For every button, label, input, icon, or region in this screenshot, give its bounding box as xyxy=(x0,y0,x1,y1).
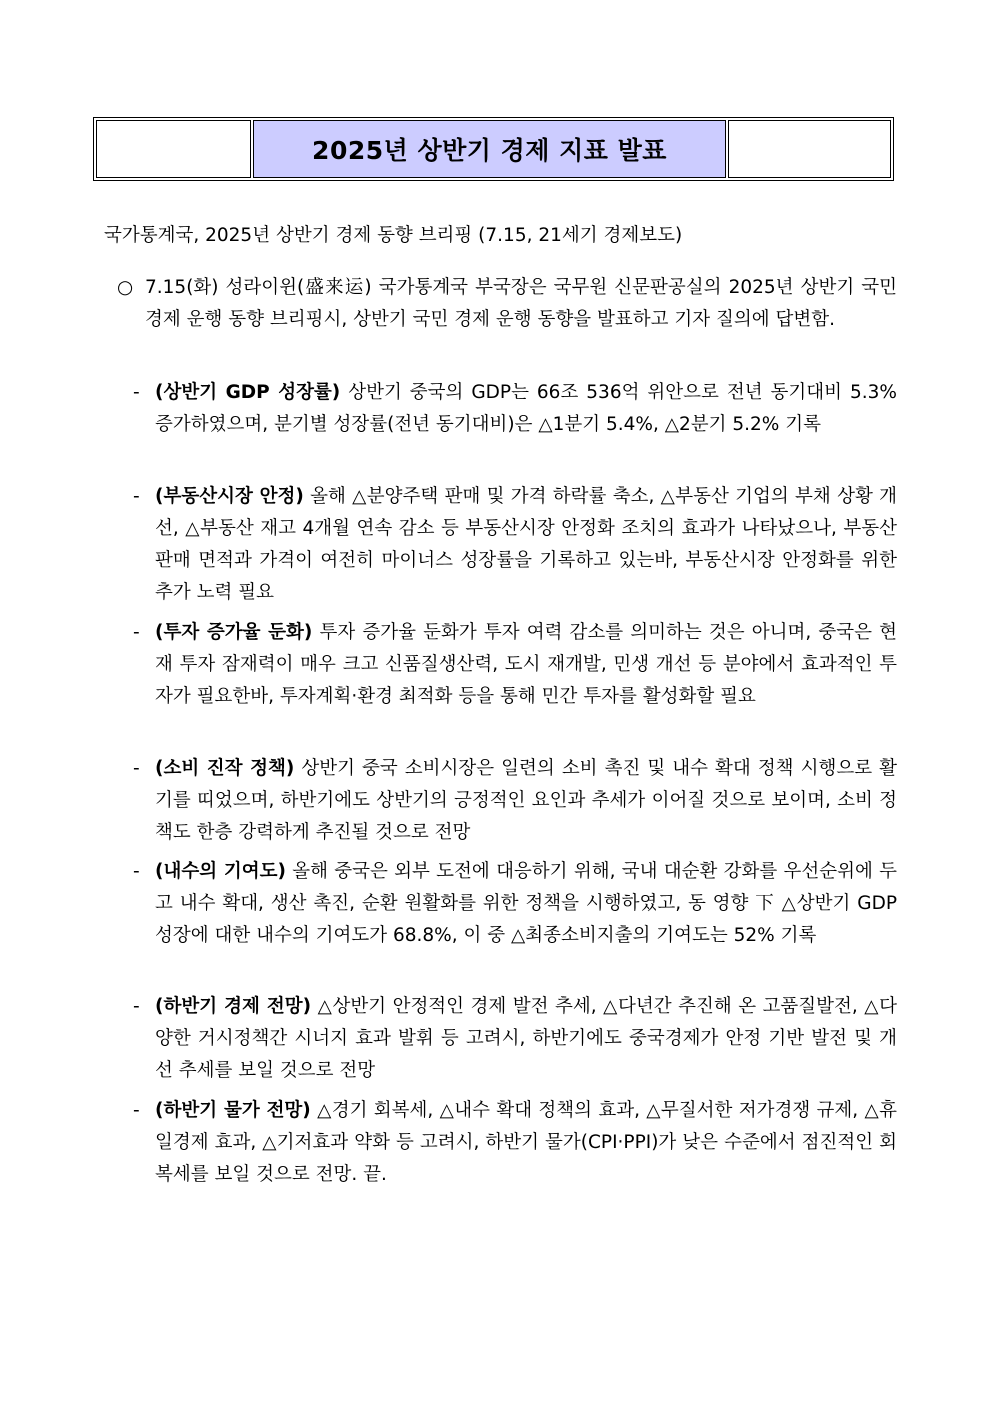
item-text: △상반기 안정적인 경제 발전 추세, △다년간 추진해 온 고품질발전, △다양한 거시정책간 시너지 효과 발휘 등 고려시, 하반기에도 중국경제가 안정 기반 발전 및 개선 추세를 보일 것으로 전망 xyxy=(155,996,897,1081)
item-heading: (내수의 기여도) xyxy=(155,861,286,882)
item-heading: (하반기 물가 전망) xyxy=(155,1100,311,1121)
document-title: 2025년 상반기 경제 지표 발표 xyxy=(253,120,726,178)
intro-text: 7.15(화) 성라이윈(盛来运) 국가통계국 부국장은 국무원 신문판공실의 2025년 상반기 국민 경제 운행 동향 브리핑시, 상반기 국민 경제 운행 동향을 발표하고 기자 질의에 답변함. xyxy=(145,277,897,330)
dash-marker: - xyxy=(133,861,140,882)
item-heading: (투자 증가율 둔화) xyxy=(155,622,313,643)
item-heading: (하반기 경제 전망) xyxy=(155,996,312,1017)
item-body xyxy=(155,481,897,609)
item-text: 상반기 중국 소비시장은 일련의 소비 촉진 및 내수 확대 정책 시행으로 활기를 띠었으며, 하반기에도 상반기의 긍정적인 요인과 추세가 이어질 것으로 보이며, 소비 정책도 한층 강력하게 추진될 것으로 전망 xyxy=(155,758,897,843)
title-box xyxy=(93,117,894,181)
dash-marker: - xyxy=(133,382,140,403)
item-text: △경기 회복세, △내수 확대 정책의 효과, △무질서한 저가경쟁 규제, △휴일경제 효과, △기저효과 약화 등 고려시, 하반기 물가(CPI·PPI)가 낮은 수준에서 점진적인 회복세를 보일 것으로 전망. 끝. xyxy=(155,1100,897,1185)
item-body xyxy=(155,1095,897,1191)
item-heading: (상반기 GDP 성장률) xyxy=(155,382,341,403)
item-heading: (부동산시장 안정) xyxy=(155,486,304,507)
bullet-marker: ○ xyxy=(117,277,134,298)
title-left-cell xyxy=(96,120,251,178)
source-line: 국가통계국, 2025년 상반기 경제 동향 브리핑 (7.15, 21세기 경제보도) xyxy=(104,225,683,246)
item-body xyxy=(155,856,897,952)
item-text: 상반기 중국의 GDP는 66조 536억 위안으로 전년 동기대비 5.3% 증가하였으며, 분기별 성장률(전년 동기대비)은 △1분기 5.4%, △2분기 5.2% 기록 xyxy=(155,382,897,435)
item-text: 올해 △분양주택 판매 및 가격 하락률 축소, △부동산 기업의 부채 상황 개선, △부동산 재고 4개월 연속 감소 등 부동산시장 안정화 조치의 효과가 나타났으나, 부동산 판매 면적과 가격이 여전히 마이너스 성장률을 기록하고 있는바, 부동산시장 안정화를 위한 추가 노력 필요 xyxy=(155,486,897,603)
item-body xyxy=(155,377,897,441)
item-text: 투자 증가율 둔화가 투자 여력 감소를 의미하는 것은 아니며, 중국은 현재 투자 잠재력이 매우 크고 신품질생산력, 도시 재개발, 민생 개선 등 분야에서 효과적인 투자가 필요한바, 투자계획·환경 최적화 등을 통해 민간 투자를 활성화할 필요 xyxy=(155,622,897,707)
item-body xyxy=(155,991,897,1087)
item-heading: (소비 진작 정책) xyxy=(155,758,295,779)
item-body xyxy=(155,753,897,849)
title-table xyxy=(96,120,891,178)
dash-marker: - xyxy=(133,1100,140,1121)
title-right-cell xyxy=(728,120,891,178)
dash-marker: - xyxy=(133,622,140,643)
item-text: 올해 중국은 외부 도전에 대응하기 위해, 국내 대순환 강화를 우선순위에 두고 내수 확대, 생산 촉진, 순환 원활화를 위한 정책을 시행하였고, 동 영향 下 △상반기 GDP 성장에 대한 내수의 기여도가 68.8%, 이 중 △최종소비지출의 기여도는 52% 기록 xyxy=(155,861,898,946)
item-body xyxy=(155,617,897,713)
dash-marker: - xyxy=(133,758,140,779)
dash-marker: - xyxy=(133,996,140,1017)
dash-marker: - xyxy=(133,486,140,507)
